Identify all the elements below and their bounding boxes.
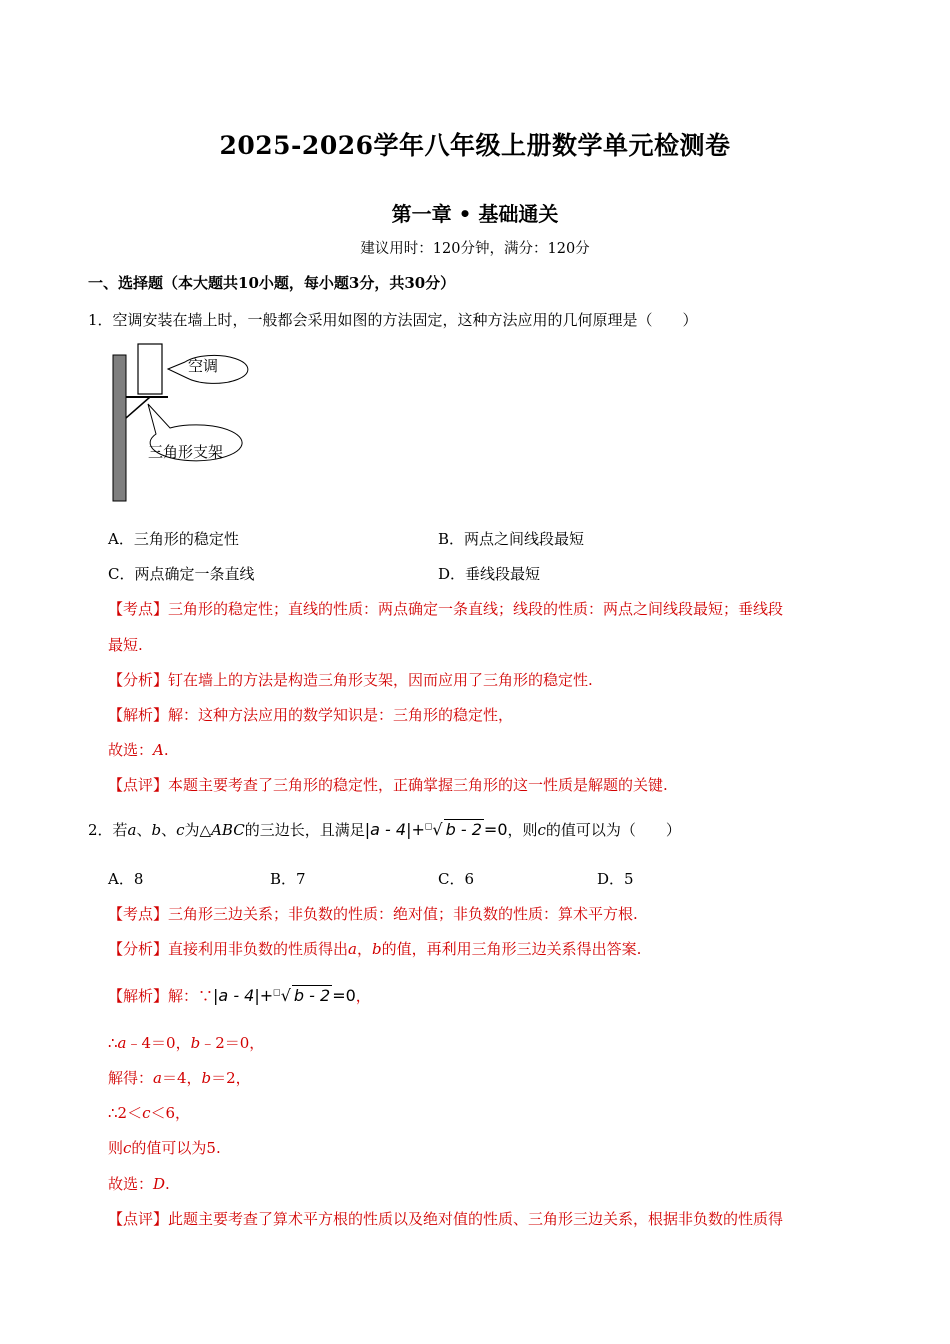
q2-dianping: 【点评】此题主要考查了算术平方根的性质以及绝对值的性质、三角形三边关系，根据非负数的性质得 [108, 1210, 784, 1228]
dianping-tag: 【点评】 [108, 776, 169, 794]
label-bracket: 三角形支架 [148, 443, 224, 461]
kaodian-tag: 【考点】 [108, 905, 169, 923]
q1-fenxi: 【分析】钉在墙上的方法是构造三角形支架，因而应用了三角形的稳定性. [108, 671, 593, 689]
q1-option-a: A．三角形的稳定性 [108, 530, 239, 548]
q2-jiexi: 【解析】解：∵|a - 4|+□√ b - 2 =0， [108, 986, 371, 1005]
fenxi-tag: 【分析】 [108, 671, 169, 689]
q2-answer: 故选：D. [108, 1175, 170, 1193]
q2-expression: |a - 4|+□√ b - 2 =0 [364, 820, 508, 839]
q2-step-1: ∴a﹣4＝0，b﹣2＝0， [108, 1034, 265, 1052]
q2-option-a: A．8 [108, 870, 144, 888]
q2-step-4: 则c的值可以为5. [108, 1139, 221, 1157]
q1-dianping: 【点评】本题主要考查了三角形的稳定性，正确掌握三角形的这一性质是解题的关键. [108, 776, 668, 794]
q1-answer: 故选：A. [108, 741, 169, 759]
q2-step-3: ∴2＜c＜6， [108, 1104, 191, 1122]
q1-option-c: C．两点确定一条直线 [108, 565, 255, 583]
q2-option-b: B．7 [270, 870, 306, 888]
q1-figure [108, 338, 253, 508]
q1-stem: 1．空调安装在墙上时，一般都会采用如图的方法固定，这种方法应用的几何原理是（ ） [88, 311, 698, 329]
q2-option-d: D．5 [597, 870, 634, 888]
exam-meta: 建议用时：120分钟，满分：120分 [360, 241, 590, 257]
q2-stem: 2．若a、b、c为△ABC的三边长，且满足|a - 4|+□√ b - 2 =0，则c的值可以为（ ） [88, 820, 681, 839]
chapter-subtitle: 第一章 • 基础通关 [391, 202, 559, 226]
jiexi-tag: 【解析】 [108, 987, 169, 1005]
q2-kaodian: 【考点】三角形三边关系；非负数的性质：绝对值；非负数的性质：算术平方根. [108, 905, 638, 923]
q1-kaodian: 【考点】三角形的稳定性；直线的性质：两点确定一条直线；线段的性质：两点之间线段最短；垂线段 [108, 600, 784, 618]
label-ac: 空调 [188, 357, 219, 375]
q1-option-b: B．两点之间线段最短 [438, 530, 585, 548]
wall [113, 355, 126, 501]
q2-fenxi: 【分析】直接利用非负数的性质得出a，b的值，再利用三角形三边关系得出答案. [108, 940, 642, 958]
fenxi-tag: 【分析】 [108, 940, 169, 958]
kaodian-tag: 【考点】 [108, 600, 169, 618]
q1-kaodian-cont: 最短. [108, 636, 143, 654]
air-conditioner [138, 344, 162, 394]
dianping-tag: 【点评】 [108, 1210, 169, 1228]
q1-jiexi: 【解析】解：这种方法应用的数学知识是：三角形的稳定性， [108, 706, 514, 724]
q1-option-d: D．垂线段最短 [438, 565, 541, 583]
page-title: 2025-2026学年八年级上册数学单元检测卷 [219, 131, 731, 160]
q2-option-c: C．6 [438, 870, 475, 888]
q2-step-2: 解得：a＝4，b＝2， [108, 1069, 251, 1087]
bracket-brace [126, 397, 150, 418]
section-heading: 一、选择题（本大题共10小题，每小题3分，共30分） [88, 274, 456, 292]
jiexi-tag: 【解析】 [108, 706, 169, 724]
